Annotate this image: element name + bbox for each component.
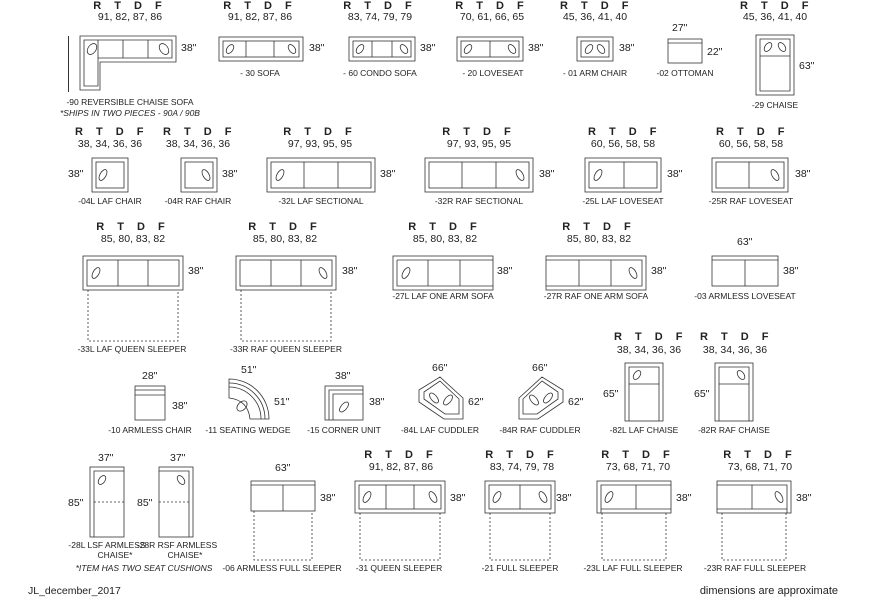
chaise-sofa-drawing (78, 32, 178, 94)
dim-depth: 62" (468, 396, 484, 408)
dim-depth: 38" (450, 492, 466, 504)
full-sleeper-drawing (484, 480, 556, 562)
rtdf-header: R T D F (723, 449, 797, 461)
seating-wedge-drawing (228, 378, 270, 420)
item-caption: -28R RSF ARMLESS (136, 540, 218, 550)
raf-sectional-drawing (424, 157, 534, 193)
arm-chair-drawing (576, 36, 614, 62)
rtdf-header: R T D F (364, 449, 438, 461)
item-caption: -32L LAF SECTIONAL (278, 196, 364, 206)
dim-depth: 38" (181, 42, 197, 54)
item-caption: -15 CORNER UNIT (307, 425, 381, 435)
rtdf-values: 91, 82, 87, 86 (368, 461, 434, 473)
rtdf-header: R T D F (75, 126, 149, 138)
rtdf-header: R T D F (601, 449, 675, 461)
rtdf-header: R T D F (442, 126, 516, 138)
condo-sofa-drawing (348, 36, 416, 62)
dim-depth: 38" (172, 400, 188, 412)
rtdf-header: R T D F (93, 0, 167, 12)
rtdf-values: 97, 93, 95, 95 (446, 138, 512, 150)
raf-full-sleeper-drawing (716, 480, 792, 562)
dim-depth: 38" (619, 42, 635, 54)
dim-width: 37" (98, 452, 114, 464)
raf-loveseat-drawing (711, 157, 789, 193)
lsf-armless-chaise-drawing (89, 466, 125, 538)
rtdf-header: R T D F (223, 0, 297, 12)
armless-full-sleeper-drawing (250, 480, 316, 562)
rtdf-header: R T D F (588, 126, 662, 138)
dim-width: 51" (241, 364, 257, 376)
item-caption: -23R RAF FULL SLEEPER (703, 563, 807, 573)
rtdf-header: R T D F (96, 221, 170, 233)
raf-cuddler-drawing (518, 376, 564, 420)
item-caption: -03 ARMLESS LOVESEAT (694, 291, 796, 301)
dim-depth: 38" (342, 265, 358, 277)
rtdf-values: 85, 80, 83, 82 (412, 233, 478, 245)
item-caption: -84R RAF CUDDLER (499, 425, 581, 435)
item-caption-line2: CHAISE* (167, 550, 203, 560)
rtdf-values: 60, 56, 58, 58 (590, 138, 656, 150)
dim-depth: 62" (568, 396, 584, 408)
item-caption: -04L LAF CHAIR (78, 196, 142, 206)
rtdf-values: 38, 34, 36, 36 (77, 138, 143, 150)
cushions-note: *ITEM HAS TWO SEAT CUSHIONS (75, 563, 213, 573)
laf-sectional-drawing (266, 157, 376, 193)
item-caption: - 20 LOVESEAT (462, 68, 524, 78)
item-caption: -33L LAF QUEEN SLEEPER (77, 344, 187, 354)
dim-depth: 38" (676, 492, 692, 504)
raf-chaise-drawing (714, 362, 754, 422)
rtdf-values: 85, 80, 83, 82 (252, 233, 318, 245)
item-caption: -02 OTTOMAN (656, 68, 714, 78)
laf-cuddler-drawing (418, 376, 464, 420)
item-caption: -32R RAF SECTIONAL (434, 196, 524, 206)
queen-sleeper-drawing (354, 480, 446, 562)
ottoman-drawing (667, 38, 703, 64)
rtdf-values: 97, 93, 95, 95 (287, 138, 353, 150)
rtdf-header: R T D F (700, 331, 774, 343)
laf-loveseat-drawing (584, 157, 662, 193)
rtdf-header: R T D F (716, 126, 790, 138)
laf-queen-sleeper-drawing (82, 255, 184, 343)
dim-depth: 38" (783, 265, 799, 277)
dim-width: 37" (170, 452, 186, 464)
dim-width: 66" (532, 362, 548, 374)
armless-loveseat-drawing (711, 255, 779, 287)
item-caption: - 01 ARM CHAIR (562, 68, 628, 78)
item-caption: -21 FULL SLEEPER (481, 563, 559, 573)
dim-depth: 38" (68, 168, 84, 180)
rtdf-header: R T D F (740, 0, 814, 12)
rtdf-header: R T D F (163, 126, 237, 138)
dim-width: 27" (672, 22, 688, 34)
corner-unit-drawing (324, 385, 364, 421)
raf-one-arm-sofa-drawing (545, 255, 647, 291)
rtdf-header: R T D F (485, 449, 559, 461)
rtdf-values: 73, 68, 71, 70 (727, 461, 793, 473)
dim-depth: 38" (369, 396, 385, 408)
rtdf-values: 38, 34, 36, 36 (702, 344, 768, 356)
item-caption: -90 REVERSIBLE CHAISE SOFA (66, 97, 194, 107)
rtdf-values: 45, 36, 41, 40 (562, 11, 628, 23)
dim-length: 85" (68, 497, 84, 509)
dim-depth: 51" (274, 396, 290, 408)
footer-date: JL_december_2017 (28, 585, 121, 597)
rtdf-header: R T D F (562, 221, 636, 233)
armless-chair-drawing (134, 385, 166, 421)
item-caption: -23L LAF FULL SLEEPER (583, 563, 683, 573)
dim-depth: 38" (222, 168, 238, 180)
raf-chair-drawing (180, 157, 218, 193)
dim-width: 63" (737, 236, 753, 248)
rtdf-values: 70, 61, 66, 65 (459, 11, 525, 23)
item-caption: - 30 SOFA (240, 68, 280, 78)
dim-depth: 38" (320, 492, 336, 504)
dim-depth: 38" (528, 42, 544, 54)
laf-chair-drawing (91, 157, 129, 193)
dim-depth: 38" (497, 265, 513, 277)
rtdf-values: 85, 80, 83, 82 (566, 233, 632, 245)
rtdf-values: 38, 34, 36, 36 (165, 138, 231, 150)
rtdf-header: R T D F (283, 126, 357, 138)
item-caption: -04R RAF CHAIR (164, 196, 232, 206)
rtdf-values: 38, 34, 36, 36 (616, 344, 682, 356)
dim-depth: 38" (539, 168, 555, 180)
item-caption: -10 ARMLESS CHAIR (108, 425, 192, 435)
item-caption: -28L LSF ARMLESS (68, 540, 146, 550)
item-caption: -11 SEATING WEDGE (205, 425, 291, 435)
rtdf-header: R T D F (614, 331, 688, 343)
dim-width: 28" (142, 370, 158, 382)
dim-width: 66" (432, 362, 448, 374)
item-caption: -25L LAF LOVESEAT (582, 196, 664, 206)
item-caption: -82R RAF CHAISE (698, 425, 770, 435)
laf-one-arm-sofa-drawing (392, 255, 494, 291)
footer-disclaimer: dimensions are approximate (699, 585, 838, 597)
rtdf-values: 91, 82, 87, 86 (97, 11, 163, 23)
rtdf-header: R T D F (560, 0, 634, 12)
sofa-drawing (218, 36, 304, 62)
dim-depth: 38" (188, 265, 204, 277)
item-caption: -06 ARMLESS FULL SLEEPER (222, 563, 342, 573)
item-caption: -82L LAF CHAISE (609, 425, 679, 435)
ships-note: *SHIPS IN TWO PIECES - 90A / 90B (60, 108, 200, 118)
dim-depth: 38" (420, 42, 436, 54)
rtdf-values: 73, 68, 71, 70 (605, 461, 671, 473)
dim-length: 65" (694, 388, 710, 400)
rtdf-header: R T D F (408, 221, 482, 233)
item-caption: -31 QUEEN SLEEPER (355, 563, 443, 573)
laf-full-sleeper-drawing (596, 480, 672, 562)
item-caption: -27R RAF ONE ARM SOFA (543, 291, 649, 301)
dim-depth: 38" (667, 168, 683, 180)
rtdf-values: 83, 74, 79, 78 (489, 461, 555, 473)
item-caption: -25R RAF LOVESEAT (708, 196, 794, 206)
item-caption: -84L LAF CUDDLER (400, 425, 480, 435)
item-caption: -33R RAF QUEEN SLEEPER (230, 344, 342, 354)
rtdf-values: 83, 74, 79, 79 (347, 11, 413, 23)
laf-chaise-drawing (624, 362, 664, 422)
rtdf-values: 45, 36, 41, 40 (742, 11, 808, 23)
rtdf-header: R T D F (343, 0, 417, 12)
chaise-drawing (755, 34, 795, 96)
item-caption: -27L LAF ONE ARM SOFA (392, 291, 494, 301)
dim-depth: 38" (380, 168, 396, 180)
dim-depth: 38" (796, 492, 812, 504)
dim-length: 63" (799, 60, 815, 72)
rsf-armless-chaise-drawing (158, 466, 194, 538)
rtdf-values: 60, 56, 58, 58 (718, 138, 784, 150)
dim-width: 38" (335, 370, 351, 382)
raf-queen-sleeper-drawing (235, 255, 337, 343)
rtdf-header: R T D F (248, 221, 322, 233)
dim-width: 63" (275, 462, 291, 474)
dim-depth: 38" (309, 42, 325, 54)
loveseat-drawing (456, 36, 524, 62)
dim-length: 65" (603, 388, 619, 400)
rtdf-values: 91, 82, 87, 86 (227, 11, 293, 23)
dim-depth: 38" (795, 168, 811, 180)
dim-depth: 22" (707, 46, 723, 58)
item-caption: - 60 CONDO SOFA (343, 68, 417, 78)
rtdf-header: R T D F (455, 0, 529, 12)
item-caption-line2: CHAISE* (97, 550, 133, 560)
rtdf-values: 85, 80, 83, 82 (100, 233, 166, 245)
dim-depth: 38" (556, 492, 572, 504)
dim-depth: 38" (651, 265, 667, 277)
item-caption: -29 CHAISE (751, 100, 799, 110)
dim-length: 85" (137, 497, 153, 509)
